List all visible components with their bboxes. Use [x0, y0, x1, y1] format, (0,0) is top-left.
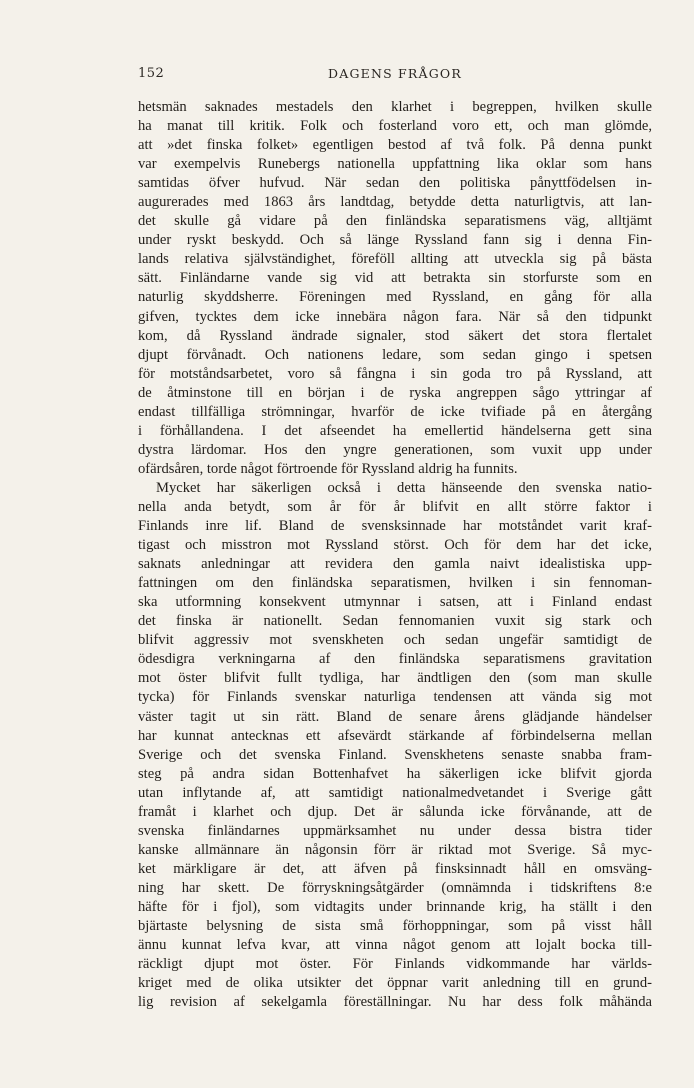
text-line: har kunnat antecknas ett afsevärdt stärkande af förbindelserna mellan [138, 727, 652, 744]
text-line: de åtminstone till en början i de ryska angreppen sågo yttringar af [138, 384, 652, 401]
running-head: DAGENS FRÅGOR [328, 66, 462, 81]
text-line: kriget med de olika utsikter det öppnar varit anledning till en grund- [138, 975, 652, 992]
text-line: utan inflytande af, att samtidigt nationalmedvetandet i Sverige gått [138, 784, 652, 801]
text-line: det skulle gå vidare på den finländska separatismens väg, alltjämt [138, 213, 652, 230]
text-line: ning har skett. De förryskningsåtgärder (omnämnda i tidskriftens 8:e [138, 879, 652, 896]
text-line: tigast och misstron mot Ryssland störst. Och för dem har det icke, [138, 537, 652, 554]
text-line: endast tillfälliga strömningar, hvarför de icke tvifiade på en återgång [138, 403, 652, 420]
text-line: ännu kunnat lefva kvar, att vinna något genom att lojalt bocka till- [138, 937, 652, 954]
page-header [138, 66, 652, 86]
text-line: naturlig skyddsherre. Föreningen med Ryssland, en gång för alla [138, 289, 652, 306]
text-line: fattningen om den finländska separatismen, hvilken i sin fennoman- [138, 575, 652, 592]
text-line: steg på andra sidan Bottenhafvet ha säkerligen icke blifvit gjorda [138, 765, 652, 782]
text-line: augurerades med 1863 års landtdag, betydde detta naturligtvis, att lan- [138, 194, 652, 211]
text-line: det finska är nationellt. Sedan fennomanien vuxit sig stark och [138, 613, 652, 630]
text-line: ha manat till kritik. Folk och fosterland voro ett, och man glömde, [138, 118, 652, 135]
text-line: framåt i klarhet och djup. Det är sålunda icke förvånande, att de [138, 803, 652, 820]
text-line: kom, då Ryssland ändrade signaler, stod säkert det stora flertalet [138, 327, 652, 344]
text-line: tycka) för Finlands svenskar naturliga tendensen att vända sig mot [138, 689, 652, 706]
text-line: sätt. Finländarne vande sig vid att betrakta sin storfurste som en [138, 270, 652, 287]
text-line: för motståndsarbetet, voro så fångna i sin goda tro på Ryssland, att [138, 365, 652, 382]
text-line: Mycket har säkerligen också i detta hänseende den svenska natio- [156, 479, 652, 496]
text-line: nella anda betydt, som år för år blifvit en allt större faktor i [138, 498, 652, 515]
text-line: kanske allmännare än någonsin förr är riktad mot Sverige. Så myc- [138, 841, 652, 858]
text-line: väster tagit ut sin rätt. Bland de senare årens glädjande händelser [138, 708, 652, 725]
text-line: ska utformning konsekvent utmynnar i satsen, att i Finland endast [138, 594, 652, 611]
text-line: dystra lärdomar. Hos den yngre generationen, som vuxit upp under [138, 441, 652, 458]
text-line: lig revision af sekelgamla föreställningar. Nu har dess folk måhända [138, 994, 652, 1011]
text-line: ket märkligare är det, att äfven på finsksinnadt håll en omsväng- [138, 860, 652, 877]
text-line: i förhållandena. I det afseendet ha emellertid händelserna gett sina [138, 422, 652, 439]
text-line: hetsmän saknades mestadels den klarhet i begreppen, hvilken skulle [138, 99, 652, 115]
text-line: lands relativa självständighet, föreföll allting att utveckla sig på bästa [138, 251, 652, 268]
text-line: djupt förvånadt. Och nationens ledare, som sedan gingo i spetsen [138, 346, 652, 363]
text-line: räckligt djupt mot öster. För Finlands vidkommande har världs- [138, 956, 652, 973]
text-line: saknats anledningar att revidera den gamla naivt idealistiska upp- [138, 556, 652, 573]
text-line: Finlands inre lif. Bland de svensksinnade har motståndet varit kraf- [138, 518, 652, 535]
page-number: 152 [138, 66, 165, 81]
text-line: ofärdsåren, torde något förtroende för Ryssland aldrig ha funnits. [138, 460, 518, 477]
text-line: svenska finländarnes uppmärksamhet nu under dessa bistra tider [138, 822, 652, 839]
body-text [138, 98, 652, 1012]
text-line: under ryskt beskydd. Och så länge Ryssland fann sig i denna Fin- [138, 232, 652, 249]
text-line: häfte för i fjol), som vidtagits under brinnande krig, ha ställt i den [138, 898, 652, 915]
text-line: bjärtaste belysning de sista små förhoppningar, som på visst håll [138, 918, 652, 935]
text-line: samtidas öfver hufvud. När sedan den politiska pånyttfödelsen in- [138, 175, 652, 192]
text-line: blifvit aggressiv mot svenskheten och sedan ungefär samtidigt de [138, 632, 652, 649]
text-line: att »det finska folket» egentligen bestod af två folk. På denna punkt [138, 137, 652, 154]
text-line: gifven, tycktes dem icke innebära någon fara. När så den tidpunkt [138, 308, 652, 325]
text-line: var exempelvis Runebergs nationella uppfattning lika oklar som hans [138, 156, 652, 173]
text-line: Sverige och det svenska Finland. Svenskhetens senaste snabba fram- [138, 746, 652, 763]
text-line: ödesdigra verkningarna af den finländska separatismens gravitation [138, 651, 652, 668]
text-line: mot öster blifvit fullt tydliga, har ändtligen den (som man skulle [138, 670, 652, 687]
